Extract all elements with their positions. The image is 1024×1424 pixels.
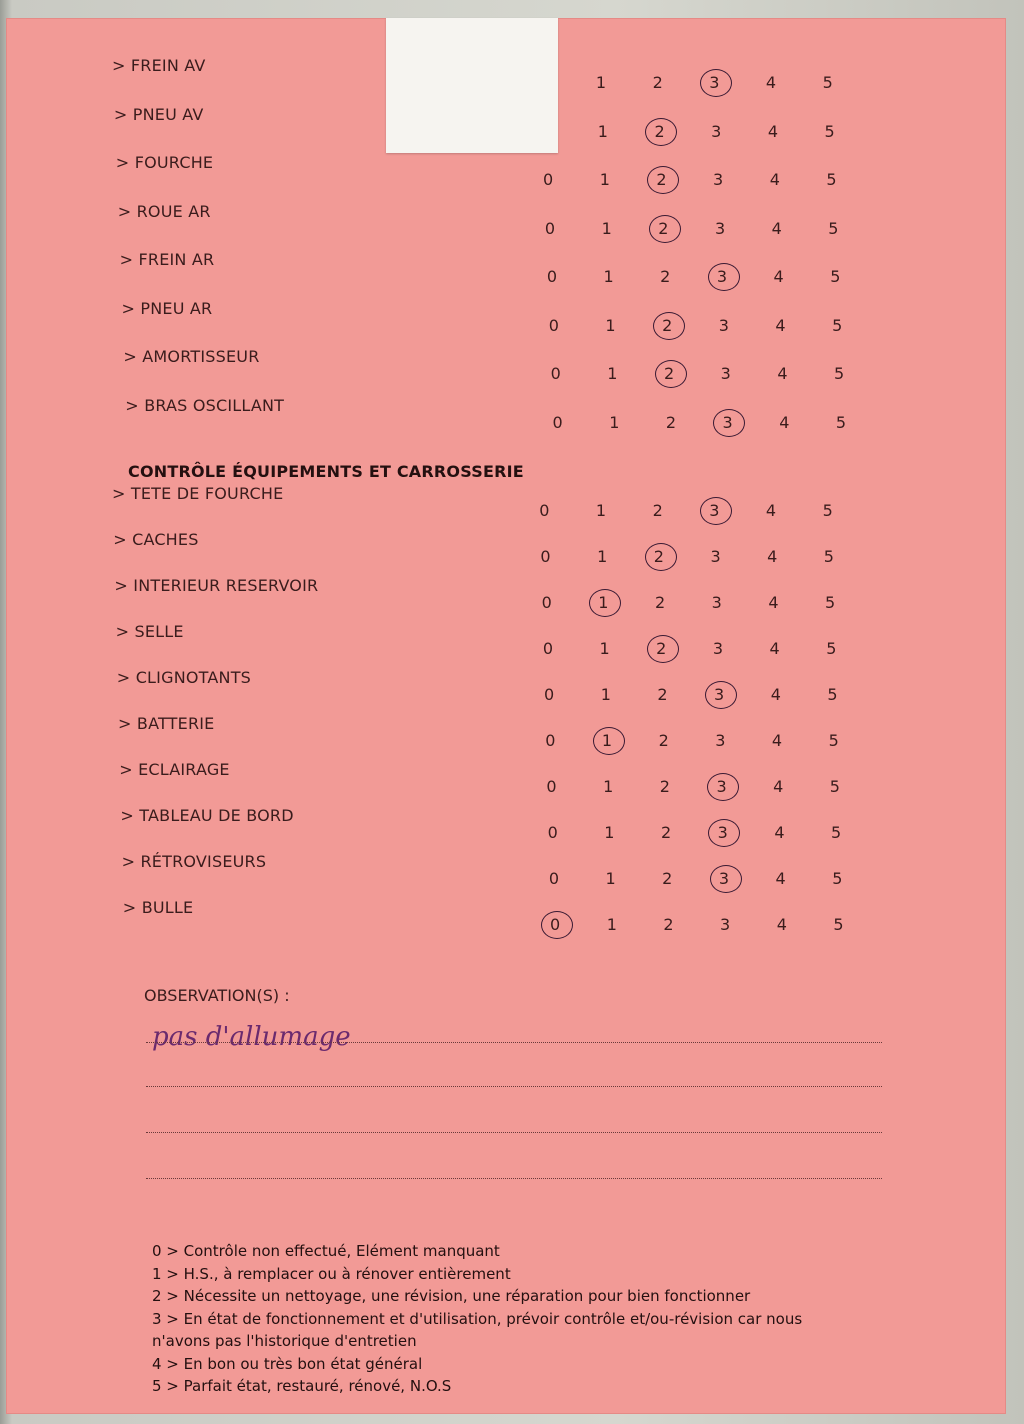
score-option: 5 (828, 731, 839, 750)
score-scale (520, 634, 860, 664)
checklist-item-label: > CLIGNOTANTS (116, 668, 252, 687)
checklist-item-label: > INTERIEUR RESERVOIR (114, 576, 319, 595)
checklist-row (6, 668, 1006, 714)
score-option: 4 (768, 593, 779, 612)
score-option: 3 (718, 315, 729, 335)
checklist-row (6, 299, 1006, 345)
checklist-item-label: > FREIN AR (119, 250, 215, 269)
score-option: 4 (771, 731, 783, 750)
circled-score: 3 (686, 68, 743, 98)
score-scale (516, 68, 856, 98)
score-scale (520, 165, 860, 195)
score-option: 5 (824, 593, 836, 612)
score-option: 5 (830, 267, 841, 286)
score-option: 1 (603, 267, 614, 286)
score-option: 4 (773, 777, 784, 796)
score-option: 3 (712, 639, 724, 658)
score-option: 0 (546, 267, 558, 286)
checklist-item-label: > ROUE AR (117, 201, 211, 221)
checklist-row (6, 56, 1006, 102)
circled-score: 3 (694, 818, 751, 848)
score-option: 5 (826, 170, 837, 189)
score-option: 1 (599, 639, 610, 658)
score-option: 2 (658, 731, 669, 750)
score-option: 2 (663, 915, 674, 934)
checklist-item-label: > BULLE (122, 898, 194, 917)
score-scale (526, 311, 866, 341)
score-option: 2 (652, 501, 663, 520)
observations-handwritten-note: pas d'allumage (152, 1022, 351, 1052)
checklist-item-label: > ECLAIRAGE (119, 760, 230, 779)
circled-score: 1 (579, 726, 636, 756)
circled-score: 0 (527, 910, 584, 940)
score-option: 4 (779, 412, 790, 432)
circled-score: 2 (633, 634, 690, 664)
score-option: 3 (711, 121, 722, 141)
score-option: 5 (833, 915, 844, 934)
score-option: 1 (604, 823, 615, 842)
score-scale (523, 772, 863, 802)
score-legend (152, 1240, 892, 1398)
score-option: 1 (606, 915, 617, 934)
score-option: 4 (776, 915, 787, 934)
inspection-sheet (6, 18, 1006, 1414)
checklist-row (6, 760, 1006, 806)
score-option: 3 (711, 593, 722, 612)
circled-score: 3 (699, 408, 756, 438)
score-option: 4 (765, 73, 777, 92)
checklist-row (6, 484, 1006, 530)
checklist-row (6, 898, 1006, 944)
checklist-item-label: > BATTERIE (118, 714, 215, 733)
observation-line (146, 1178, 882, 1179)
score-option: 5 (827, 685, 838, 704)
score-scale (527, 910, 867, 940)
score-option: 2 (654, 593, 666, 612)
score-option: 4 (769, 170, 780, 189)
score-option: 5 (835, 412, 847, 432)
score-option: 1 (600, 685, 611, 704)
score-option: 4 (777, 364, 788, 383)
score-option: 0 (543, 170, 554, 189)
circled-score: 1 (575, 588, 632, 618)
score-scale (516, 496, 856, 526)
score-option: 4 (775, 869, 786, 888)
legend-line: 5 > Parfait état, restauré, rénové, N.O.S (152, 1377, 452, 1395)
score-option: 4 (769, 639, 780, 658)
score-scale (521, 680, 861, 710)
score-option: 2 (660, 267, 671, 286)
checklist-row (6, 622, 1006, 668)
score-option: 0 (544, 685, 555, 704)
score-option: 4 (765, 501, 777, 520)
score-option: 5 (823, 547, 834, 566)
score-scale (524, 818, 864, 848)
checklist-item-label: > AMORTISSEUR (123, 347, 260, 366)
score-scale (522, 726, 862, 756)
checklist-row (6, 396, 1006, 442)
score-option: 5 (822, 73, 833, 92)
score-option: 4 (767, 547, 778, 566)
checklist-item-label: > CACHES (113, 530, 199, 549)
checklist-row (6, 576, 1006, 622)
observations-label: OBSERVATION(S) : (144, 986, 290, 1005)
circled-score: 2 (633, 165, 690, 195)
score-option: 1 (605, 869, 616, 888)
score-option: 5 (832, 869, 843, 888)
score-option: 2 (662, 869, 673, 888)
score-option: 1 (595, 73, 607, 92)
observation-line (146, 1042, 882, 1043)
score-option: 0 (541, 593, 552, 612)
legend-line: 1 > H.S., à remplacer ou à rénover entièrement (152, 1264, 511, 1283)
circled-score: 2 (641, 359, 698, 389)
circled-score: 3 (696, 864, 753, 894)
section-title: CONTRÔLE ÉQUIPEMENTS ET CARROSSERIE (128, 462, 524, 481)
score-option: 2 (657, 685, 668, 704)
checklist-item-label: > PNEU AV (113, 104, 204, 124)
score-scale (517, 542, 857, 572)
score-option: 0 (545, 731, 556, 750)
score-scale (518, 117, 858, 147)
score-option: 3 (720, 364, 731, 383)
score-option: 5 (828, 218, 839, 238)
score-option: 3 (720, 915, 731, 934)
checklist-row (6, 806, 1006, 852)
score-option: 2 (659, 777, 670, 796)
score-option: 1 (603, 777, 614, 796)
score-option: 3 (713, 170, 724, 189)
score-option: 5 (824, 121, 835, 141)
checklist-item-label: > FREIN AV (112, 56, 206, 75)
checklist-item-label: > RÉTROVISEURS (121, 852, 267, 871)
circled-score: 2 (631, 542, 688, 572)
checklist-row (6, 347, 1006, 393)
score-option: 1 (599, 170, 610, 189)
score-option: 1 (597, 121, 608, 141)
legend-line: 0 > Contrôle non effectué, Elément manquant (152, 1242, 500, 1260)
score-option: 0 (552, 412, 563, 432)
legend-line: 4 > En bon ou très bon état général (152, 1354, 423, 1373)
score-option: 0 (546, 777, 557, 796)
score-option: 5 (829, 777, 840, 796)
score-scale (527, 359, 867, 389)
score-scale (529, 408, 869, 438)
checklist-row (6, 714, 1006, 760)
score-option: 1 (609, 412, 620, 432)
score-option: 2 (665, 412, 677, 432)
score-option: 1 (605, 315, 616, 335)
score-option (518, 117, 575, 147)
checklist-item-label: > PNEU AR (121, 298, 213, 318)
legend-line: n'avons pas l'historique d'entretien (152, 1332, 417, 1350)
checklist-row (6, 105, 1006, 151)
score-option: 4 (770, 685, 781, 704)
score-scale (522, 214, 862, 244)
score-option: 0 (548, 315, 559, 335)
observation-line (146, 1086, 882, 1087)
circled-score: 3 (686, 496, 743, 526)
observation-line (146, 1132, 882, 1133)
score-option: 0 (544, 218, 556, 238)
circled-score: 2 (635, 214, 692, 244)
checklist-row (6, 250, 1006, 296)
score-option: 0 (547, 823, 558, 842)
score-option: 4 (771, 218, 782, 238)
score-option: 5 (833, 364, 845, 383)
circled-score: 2 (639, 311, 696, 341)
score-option: 0 (540, 547, 551, 566)
score-option: 4 (774, 823, 785, 842)
score-option: 0 (539, 501, 550, 520)
score-option: 1 (595, 501, 607, 520)
checklist-row (6, 202, 1006, 248)
checklist-item-label: > BRAS OSCILLANT (125, 395, 285, 415)
score-option: 3 (710, 547, 721, 566)
checklist-item-label: > TETE DE FOURCHE (112, 484, 284, 503)
score-option: 5 (826, 639, 837, 658)
score-option: 4 (773, 267, 784, 286)
checklist-item-label: > TABLEAU DE BORD (120, 806, 294, 825)
score-option: 3 (714, 218, 726, 238)
score-option: 0 (542, 639, 554, 658)
score-option: 1 (607, 364, 618, 383)
score-option: 2 (652, 73, 663, 92)
score-scale (526, 864, 866, 894)
checklist-row (6, 852, 1006, 898)
score-option: 4 (767, 121, 778, 141)
score-option: 5 (832, 315, 843, 335)
score-option: 5 (830, 823, 842, 842)
checklist-item-label: > FOURCHE (115, 153, 214, 172)
score-option: 0 (550, 364, 561, 383)
score-option: 0 (548, 869, 560, 888)
checklist-row (6, 530, 1006, 576)
checklist-row (6, 153, 1006, 199)
score-scale (524, 262, 864, 292)
score-option: 3 (715, 731, 726, 750)
circled-score: 3 (694, 262, 751, 292)
circled-score: 2 (631, 117, 688, 147)
legend-line: 2 > Nécessite un nettoyage, une révision, une réparation pour bien fonctionner (152, 1287, 751, 1305)
legend-line: 3 > En état de fonctionnement et d'utilisation, prévoir contrôle et/ou-révision car nous (152, 1309, 803, 1328)
score-option: 1 (597, 547, 608, 566)
circled-score: 3 (693, 772, 750, 802)
score-option: 1 (601, 218, 612, 238)
score-option: 2 (660, 823, 672, 842)
circled-score: 3 (691, 680, 748, 710)
checklist-item-label: > SELLE (115, 622, 184, 641)
score-option: 4 (775, 315, 786, 335)
score-option (516, 68, 573, 98)
score-scale (518, 588, 858, 618)
score-option: 5 (822, 501, 833, 520)
